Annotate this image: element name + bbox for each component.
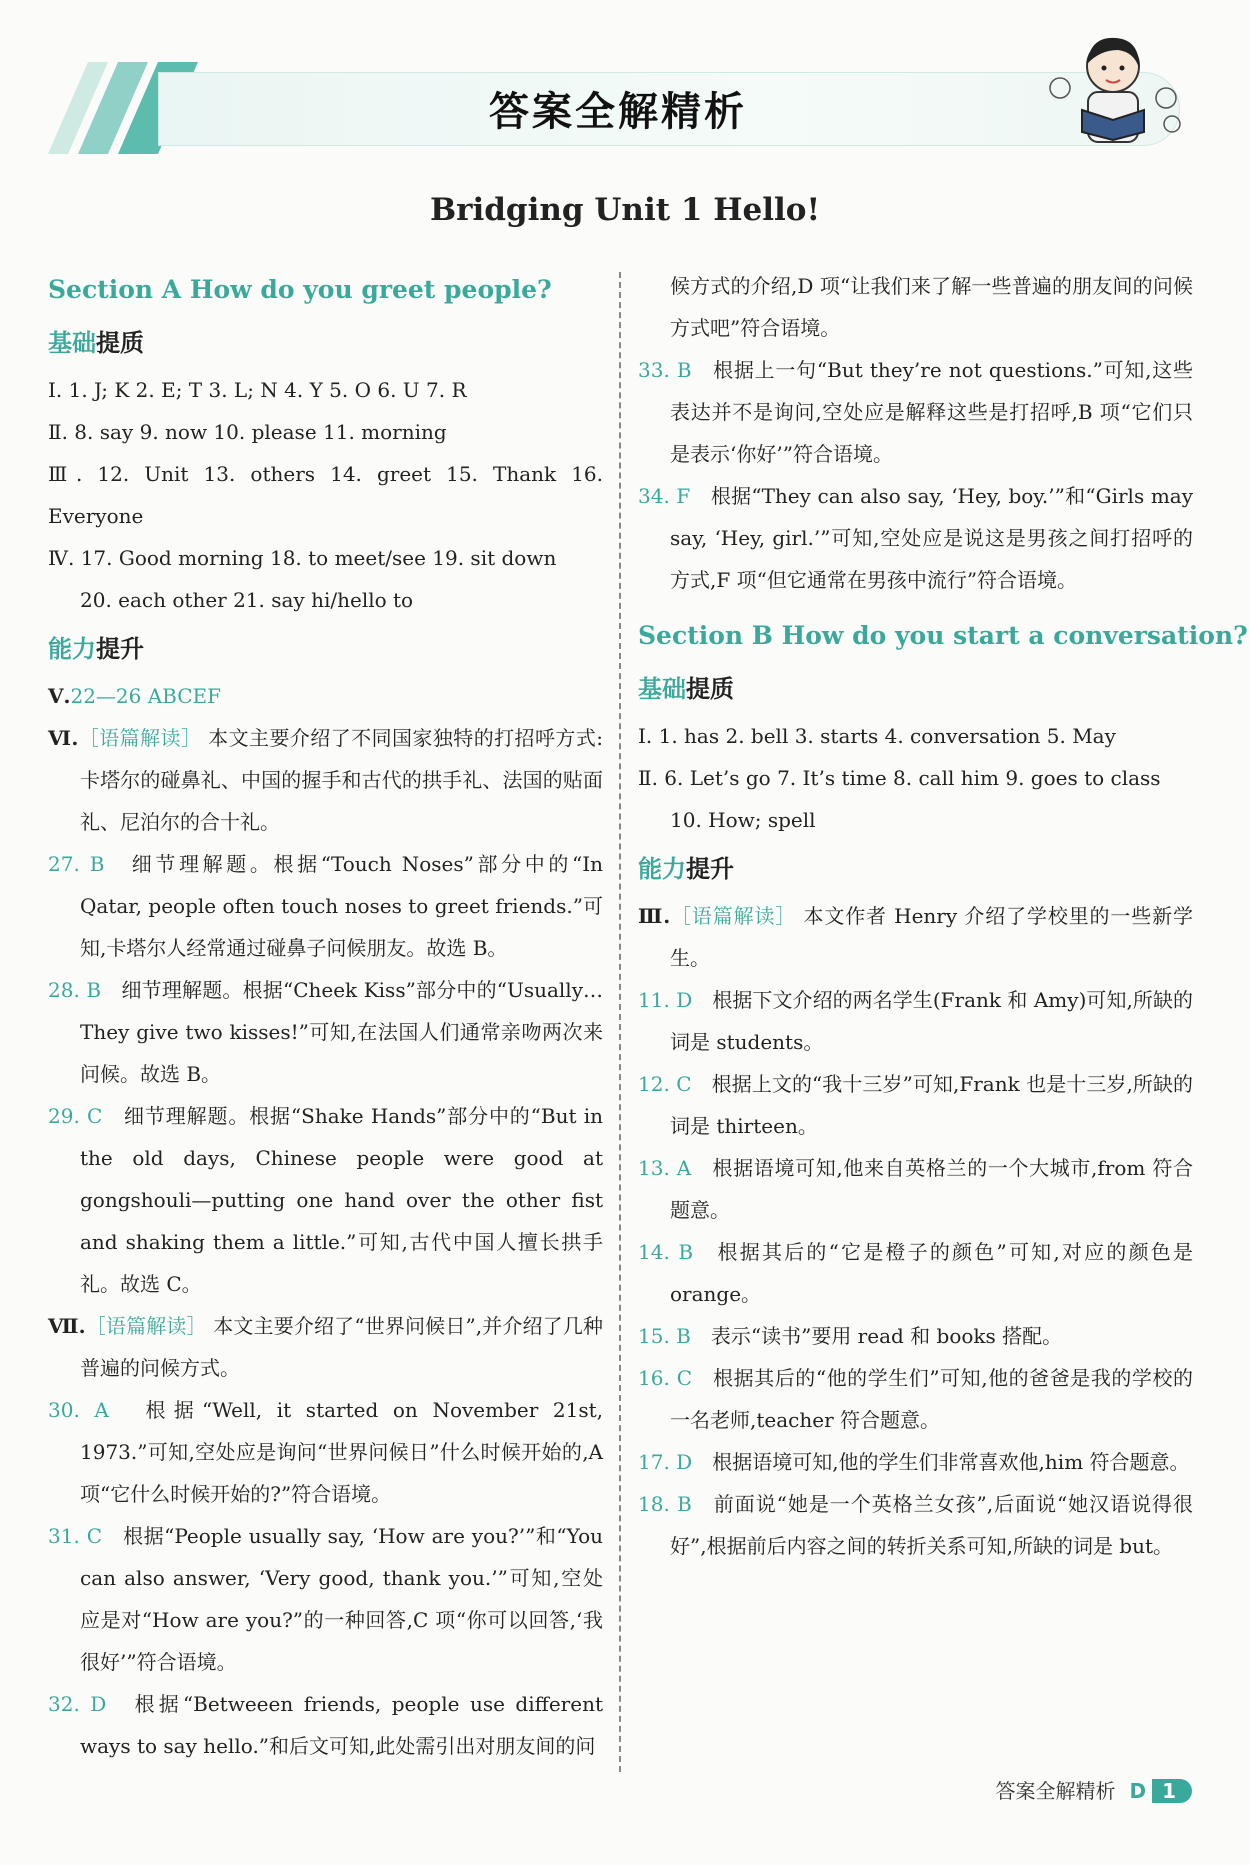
girl-reading-illustration	[1038, 28, 1188, 154]
answer-item: 12. C 根据上文的“我十三岁”可知,Frank 也是十三岁,所缺的词是 thirteen。	[638, 1072, 1194, 1138]
answer-item: 15. B 表示“读书”要用 read 和 books 搭配。	[638, 1324, 1063, 1348]
footer-letter: D	[1129, 1779, 1147, 1803]
right-column	[638, 265, 1248, 1567]
answer-item: 33. B 根据上一句“But they’re not questions.”可知,这些表达并不是询问,空处应是解释这些是打招呼,B 项“它们只是表示‘你好’”符合语境。	[638, 358, 1193, 466]
answer-item: 29. C 细节理解题。根据“Shake Hands”部分中的“But in the old days, Chinese people were good at gongshouli—putting one hand over the other fist and shaking them a little.”可知,古代中国人擅长拱手礼。故选 C。	[48, 1104, 603, 1296]
reading-summary: Ⅲ.［语篇解读］ 本文作者 Henry 介绍了学校里的一些新学生。	[638, 904, 1194, 970]
answer-line: Ⅱ. 6. Let’s go 7. It’s time 8. call him 9. goes to class	[638, 766, 1161, 790]
page-footer	[995, 1775, 1192, 1804]
footer-label: 答案全解精析	[995, 1779, 1116, 1803]
answer-line: 20. each other 21. say hi/hello to	[80, 588, 414, 612]
answer-item: 11. D 根据下文介绍的两名学生(Frank 和 Amy)可知,所缺的词是 students。	[638, 988, 1193, 1054]
answer-item: 14. B 根据其后的“它是橙子的颜色”可知,对应的颜色是 orange。	[638, 1240, 1193, 1306]
answer-item: 34. F 根据“They can also say, ‘Hey, boy.’”和“Girls may say, ‘Hey, girl.’”可知,空处应是说这是男孩之间打招呼的方式,F 项“但它通常在男孩中流行”符合语境。	[638, 484, 1194, 592]
reading-summary: Ⅶ.［语篇解读］ 本文主要介绍了“世界问候日”,并介绍了几种普遍的问候方式。	[48, 1314, 603, 1380]
ability-heading: 能力提升	[48, 635, 144, 663]
answer-item: 16. C 根据其后的“他的学生们”可知,他的爸爸是我的学校的一名老师,teacher 符合题意。	[638, 1366, 1193, 1432]
answer-item: 18. B 前面说“她是一个英格兰女孩”,后面说“她汉语说得很好”,根据前后内容之间的转折关系可知,所缺的词是 but。	[638, 1492, 1193, 1558]
answer-line: Ⅳ. 17. Good morning 18. to meet/see 19. sit down	[48, 546, 557, 570]
unit-title: Bridging Unit 1 Hello!	[429, 192, 821, 228]
reading-summary: Ⅵ.［语篇解读］ 本文主要介绍了不同国家独特的打招呼方式:卡塔尔的碰鼻礼、中国的握手和古代的拱手礼、法国的贴面礼、尼泊尔的合十礼。	[48, 726, 603, 834]
answer-item: 17. D 根据语境可知,他的学生们非常喜欢他,him 符合题意。	[638, 1450, 1190, 1474]
basic-heading: 基础提质	[638, 675, 734, 703]
answer-item: 27. B 细节理解题。根据“Touch Noses”部分中的“In Qatar, people often touch noses to greet friends.”可知,卡塔尔人经常通过碰鼻子问候朋友。故选 B。	[48, 852, 603, 960]
answer-line: Ⅴ.22—26 ABCEF	[48, 684, 222, 708]
left-column	[48, 265, 603, 1767]
answer-line: Ⅲ. 12. Unit 13. others 14. greet 15. Thank 16. Everyone	[48, 462, 603, 528]
header-banner	[48, 62, 1188, 154]
answer-item: 30. A 根据“Well, it started on November 21st, 1973.”可知,空处应是询问“世界问候日”什么时候开始的,A 项“它什么时候开始的?”符合语境。	[48, 1398, 604, 1506]
ability-heading: 能力提升	[638, 855, 734, 883]
answer-continuation: 候方式的介绍,D 项“让我们来了解一些普遍的朋友间的问候方式吧”符合语境。	[670, 274, 1193, 340]
answer-item: 13. A 根据语境可知,他来自英格兰的一个大城市,from 符合题意。	[638, 1156, 1193, 1222]
section-a-title: Section A How do you greet people?	[48, 275, 552, 304]
answer-item: 31. C 根据“People usually say, ‘How are you?’”和“You can also answer, ‘Very good, thank you.’”可知,空处应是对“How are you?”的一种回答,C 项“你可以回答,‘我很好’”符合语境。	[48, 1524, 603, 1674]
page-title: 答案全解精析	[489, 89, 747, 135]
answer-line: Ⅱ. 8. say 9. now 10. please 11. morning	[48, 420, 447, 444]
answer-line: 10. How; spell	[670, 808, 816, 832]
answer-line: Ⅰ. 1. has 2. bell 3. starts 4. conversation 5. May	[638, 724, 1116, 748]
page-number: 1	[1152, 1779, 1192, 1803]
basic-heading: 基础提质	[48, 329, 144, 357]
column-divider	[619, 272, 621, 1772]
section-b-title: Section B How do you start a conversation?	[638, 621, 1248, 650]
answer-item: 28. B 细节理解题。根据“Cheek Kiss”部分中的“Usually…They give two kisses!”可知,在法国人们通常亲吻两次来问候。故选 B。	[48, 978, 604, 1086]
answer-item: 32. D 根据“Betweeen friends, people use different ways to say hello.”和后文可知,此处需引出对朋友间的问	[48, 1692, 603, 1758]
answer-line: Ⅰ. 1. J; K 2. E; T 3. L; N 4. Y 5. O 6. U 7. R	[48, 378, 467, 402]
